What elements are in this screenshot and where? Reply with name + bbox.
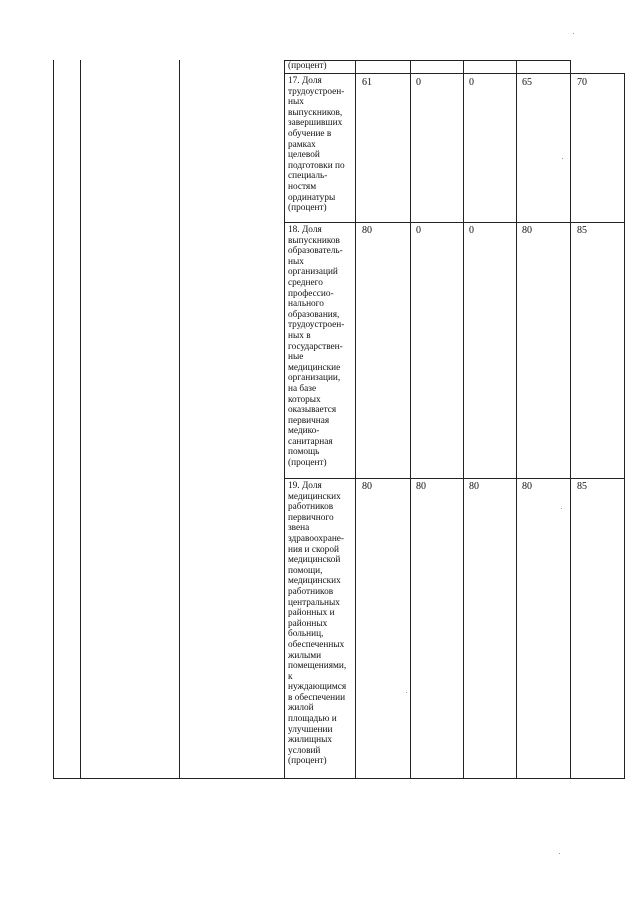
row-line-3 [284, 478, 625, 479]
col-line-3 [179, 60, 180, 778]
value-17-3: 0 [469, 77, 474, 88]
col-line-10 [624, 73, 625, 778]
row-line-bottom [53, 778, 625, 779]
indicator-fragment: (процент) [288, 61, 327, 71]
scan-speck [573, 33, 574, 34]
scan-speck [559, 853, 560, 854]
indicator-19: 19. Доля медицинских работников первичного звена здравоохране- ния и скорой медицинской помощи, медицинских работников центральных районных и районных больниц, обеспеченных жилыми помещениями, к нуждающимся в обеспечении жилой площадью и улучшении жилищных условий (процент) [288, 481, 347, 767]
row-line-top [284, 60, 571, 61]
value-18-4: 80 [522, 225, 532, 236]
value-19-2: 80 [416, 481, 426, 492]
row-line-2 [284, 222, 625, 223]
value-17-4: 65 [522, 77, 532, 88]
col-line-5 [355, 60, 356, 778]
scan-speck [561, 508, 562, 509]
col-line-9 [570, 60, 571, 778]
value-18-1: 80 [362, 225, 372, 236]
value-19-5: 85 [577, 481, 587, 492]
col-line-7 [463, 60, 464, 778]
col-line-2 [80, 60, 81, 778]
scan-speck [562, 158, 563, 159]
indicator-17: 17. Доля трудоустроен- ных выпускников, завершивших обучение в рамках целевой подготовки по специаль- ностям ординатуры (процент) [288, 76, 345, 214]
value-17-1: 61 [362, 77, 372, 88]
value-18-2: 0 [416, 225, 421, 236]
value-19-4: 80 [522, 481, 532, 492]
indicator-18: 18. Доля выпускников образователь- ных организаций среднего профессио- нального образования, трудоустроен- ных в государствен- ные медицинские организации, на базе которых оказывается первичная медико- санитарная помощь (процент) [288, 225, 345, 469]
value-17-5: 70 [577, 77, 587, 88]
col-line-1 [53, 60, 54, 778]
value-19-3: 80 [469, 481, 479, 492]
value-18-3: 0 [469, 225, 474, 236]
value-18-5: 85 [577, 225, 587, 236]
col-line-6 [410, 60, 411, 778]
col-line-8 [516, 60, 517, 778]
value-19-1: 80 [362, 481, 372, 492]
scan-speck [406, 692, 407, 693]
col-line-4 [284, 60, 285, 778]
value-17-2: 0 [416, 77, 421, 88]
row-line-1 [284, 73, 625, 74]
